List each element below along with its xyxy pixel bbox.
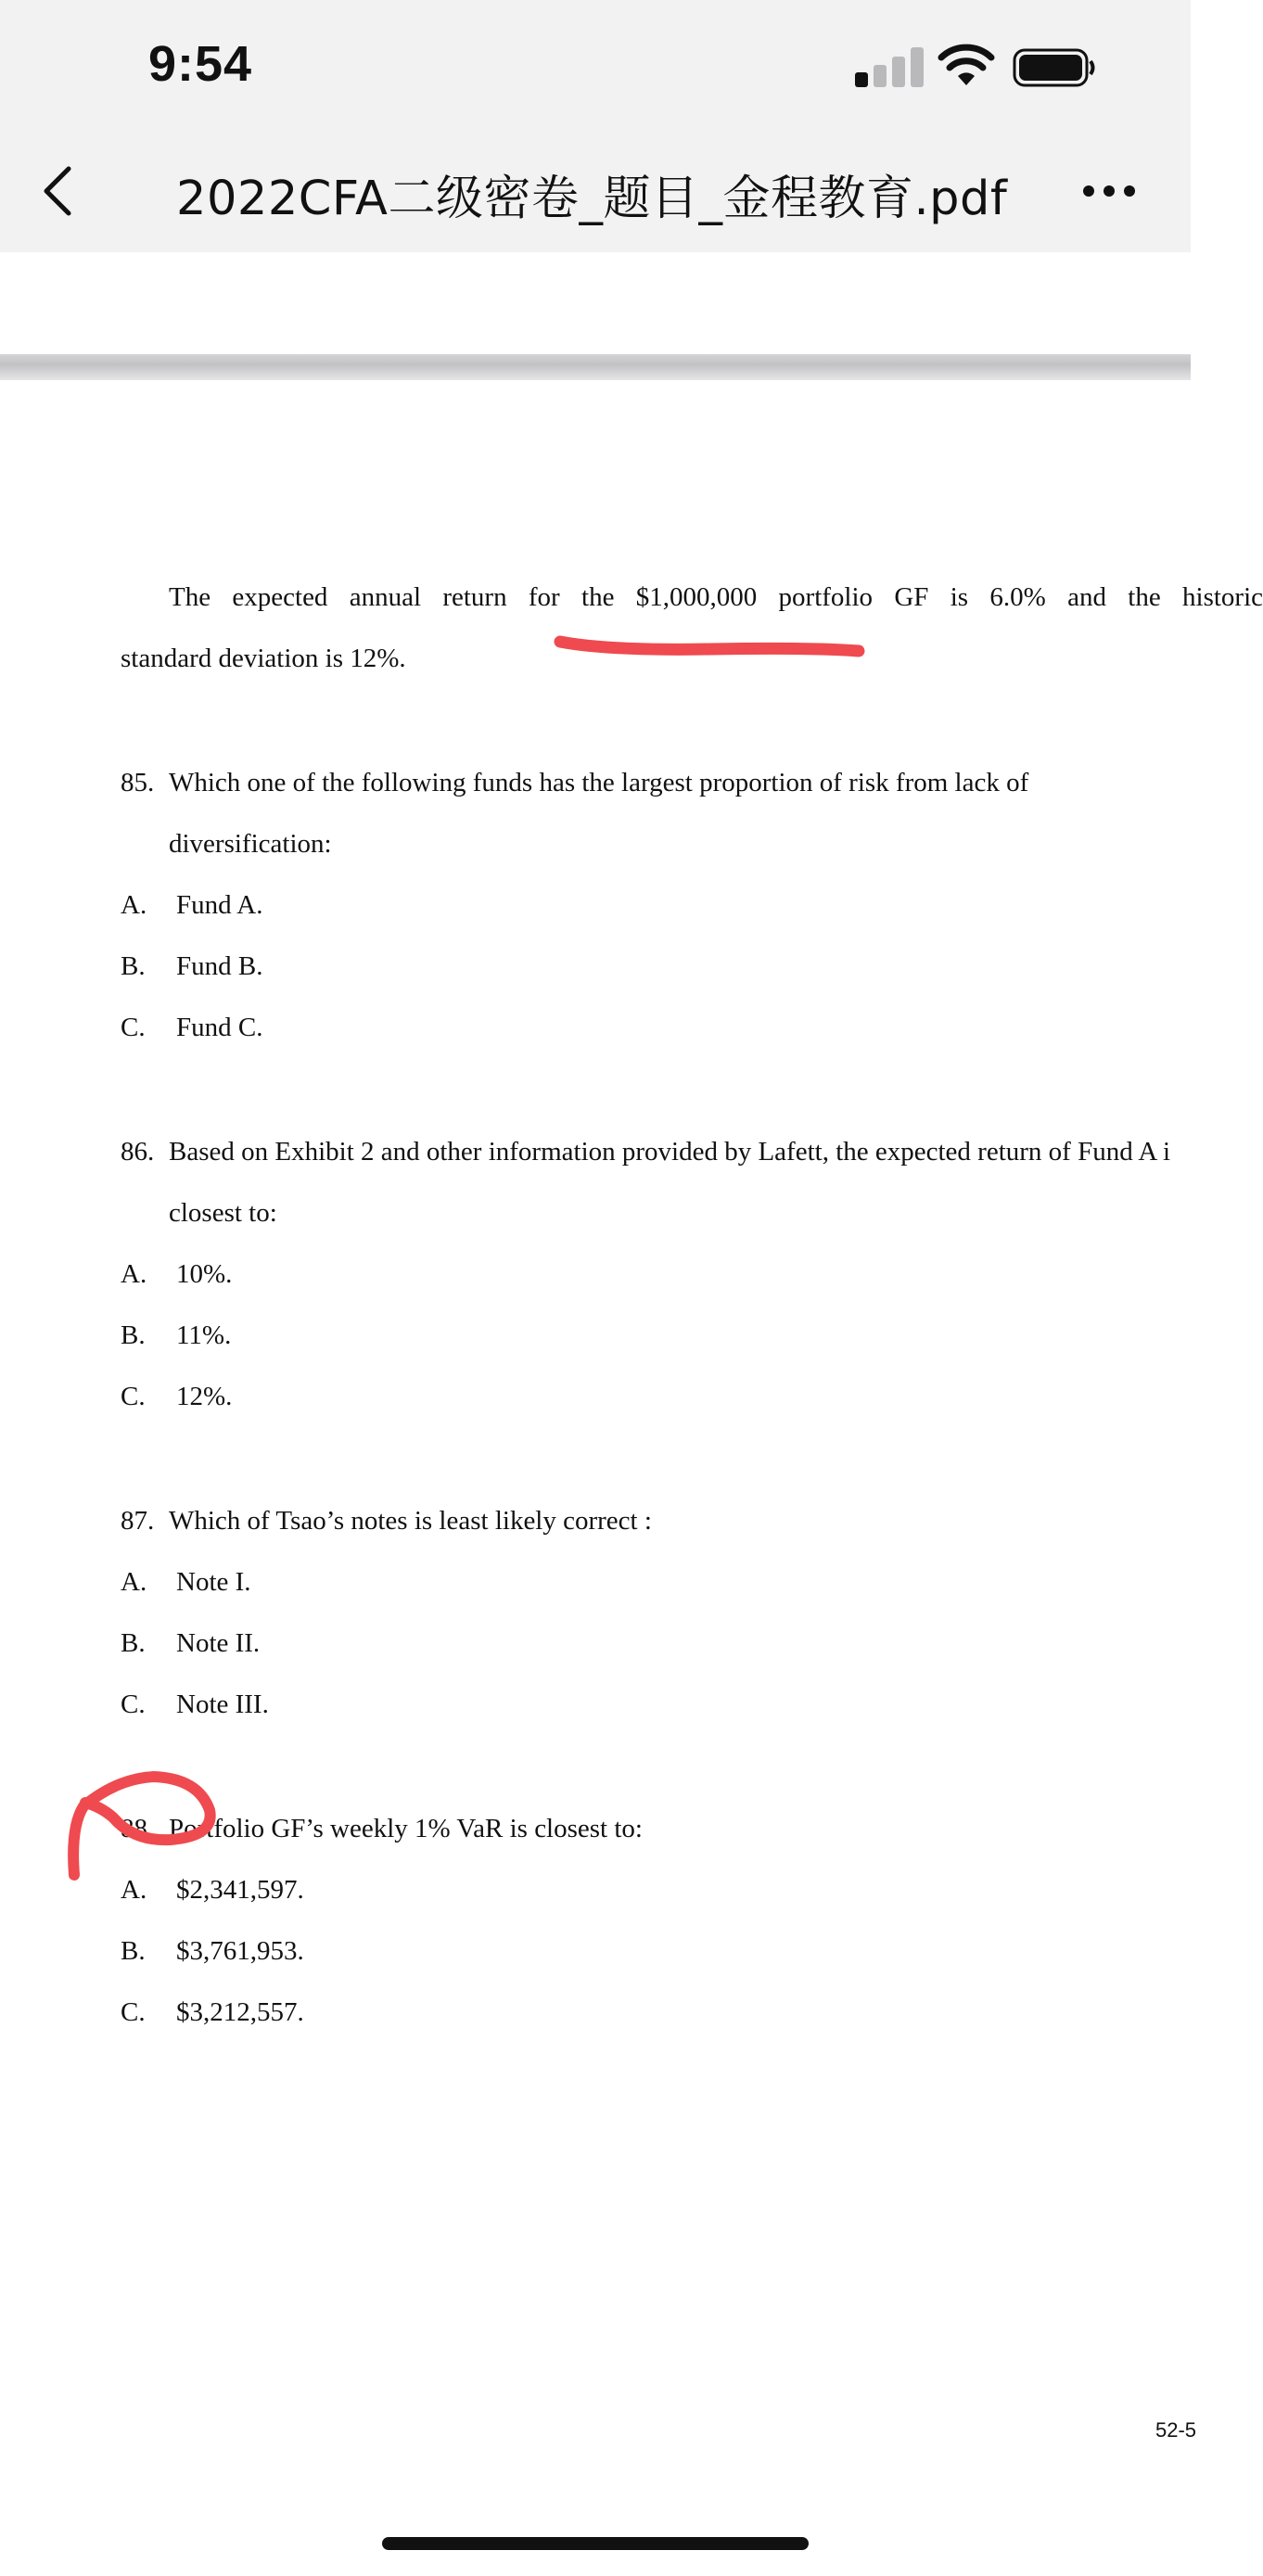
option-text: $3,761,953. [176, 1936, 304, 1966]
wifi-icon [937, 43, 996, 89]
top-bar [0, 0, 1191, 252]
annotation-underline [553, 631, 868, 658]
page-divider [0, 354, 1191, 380]
option-text: 10%. [176, 1259, 233, 1289]
document-title: 2022CFA二级密卷_题目_金程教育.pdf [176, 172, 1008, 226]
battery-icon [1013, 48, 1096, 87]
option-letter: A. [121, 1875, 147, 1905]
option-text: 12%. [176, 1382, 233, 1411]
option-letter: A. [121, 1567, 147, 1597]
option-text: 11%. [176, 1320, 232, 1350]
option-letter: C. [121, 1690, 146, 1719]
intro-text-line-1: The expected annual return for the $1,000,000 portfolio GF is 6.0% and the historic [169, 582, 1263, 612]
status-bar-time: 9:54 [148, 36, 253, 92]
option-text: $2,341,597. [176, 1875, 304, 1905]
pdf-page[interactable] [0, 380, 1263, 2576]
question-text: Portfolio GF’s weekly 1% VaR is closest to: [169, 1814, 643, 1843]
option-text: Fund B. [176, 951, 263, 981]
option-letter: C. [121, 1013, 146, 1042]
question-number: 88. [121, 1814, 155, 1843]
home-indicator[interactable] [382, 2537, 809, 2550]
option-text: Fund A. [176, 890, 263, 920]
question-number: 85. [121, 768, 155, 797]
option-text: Note III. [176, 1690, 269, 1719]
option-letter: A. [121, 1259, 147, 1289]
option-text: Fund C. [176, 1013, 263, 1042]
option-letter: B. [121, 1936, 146, 1966]
option-letter: C. [121, 1382, 146, 1411]
question-text: Based on Exhibit 2 and other information provided by Lafett, the expected return of Fund A i [169, 1137, 1170, 1167]
question-text: Which of Tsao’s notes is least likely correct : [169, 1506, 652, 1536]
back-chevron-icon[interactable] [39, 163, 76, 219]
ellipsis-icon [1083, 185, 1094, 197]
intro-text-line-2: standard deviation is 12%. [121, 644, 406, 673]
option-text: Note I. [176, 1567, 251, 1597]
page-number: 52-5 [1155, 2418, 1197, 2442]
question-text: closest to: [169, 1198, 277, 1228]
option-letter: B. [121, 1628, 146, 1658]
option-text: Note II. [176, 1628, 261, 1658]
more-options-button[interactable] [1083, 185, 1141, 200]
option-letter: B. [121, 1320, 146, 1350]
annotation-circle [61, 1762, 228, 1892]
question-text: Which one of the following funds has the largest proportion of risk from lack of [169, 768, 1029, 797]
question-number: 87. [121, 1506, 155, 1536]
option-letter: A. [121, 890, 147, 920]
option-letter: B. [121, 951, 146, 981]
question-number: 86. [121, 1137, 155, 1167]
cellular-signal-icon [855, 46, 925, 87]
question-text: diversification: [169, 829, 332, 859]
option-letter: C. [121, 1997, 146, 2027]
option-text: $3,212,557. [176, 1997, 304, 2027]
